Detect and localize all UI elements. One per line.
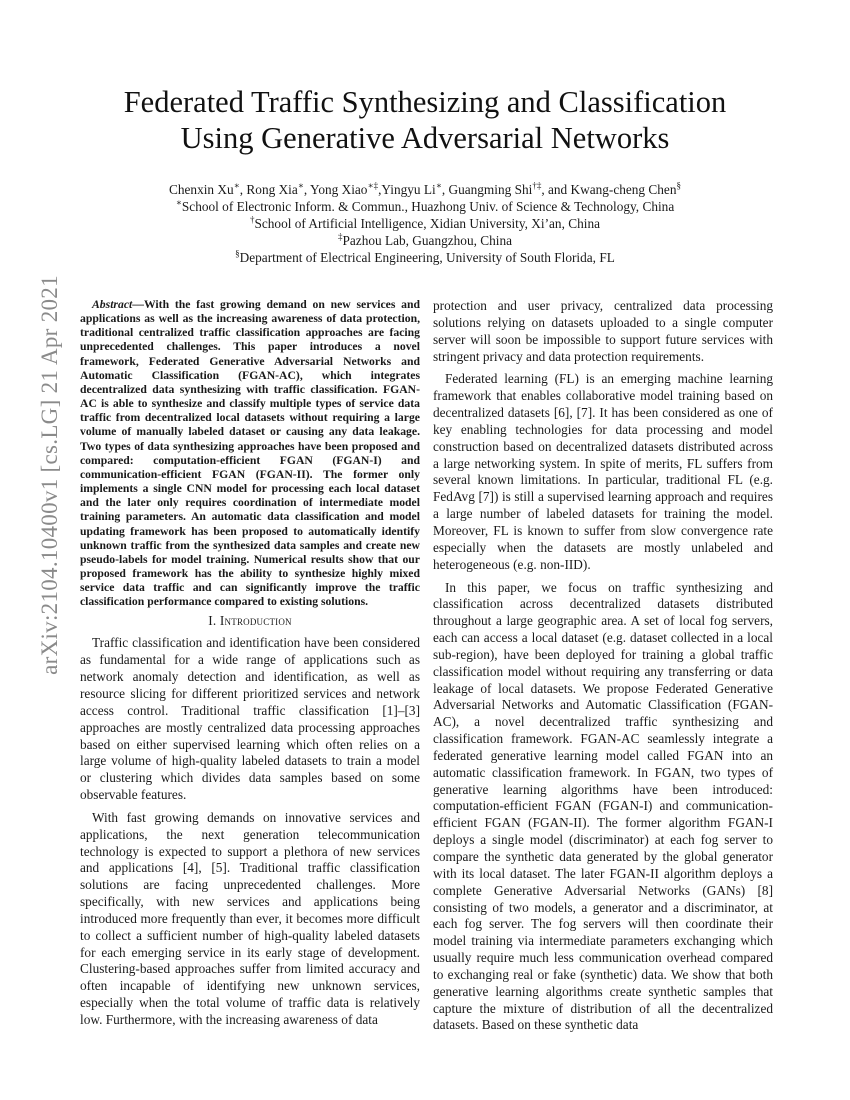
title-line-2: Using Generative Adversarial Networks [180, 121, 670, 155]
affiliation-text: Pazhou Lab, Guangzhou, China [342, 233, 512, 248]
title-line-1: Federated Traffic Synthesizing and Classification [123, 85, 727, 119]
affiliation-line [60, 198, 790, 215]
body-paragraph: In this paper, we focus on traffic synthesizing and classification across decentralized datasets distributed throughout a large geographic area. A set of local fog servers, each can access a local dataset (e.g. dataset collected in a local sub-region), have been deployed for training a global traffic classification model without requiring any transferring or data leakage of local datasets. We propose Federated Generative Adversarial Networks and Automatic Classification (FGAN-AC), a novel decentralized traffic synthesizing and classification framework. FGAN-AC seamlessly integrate a federated generative learning model called FGAN into an automatic classification framework. In FGAN, two types of generative learning algorithms have been introduced: computation-efficient FGAN (FGAN-I) and communication-efficient FGAN (FGAN-II). The former algorithm FGAN-I deploys a single model (discriminator) at each fog server to compare the synthetic data generated by the global generator with its local dataset. The later FGAN-II algorithm deploys a complete Generative Adversarial Networks (GANs) [8] consisting of two models, a generator and a discriminator, at each fog server. The fog servers will then coordinate their model training via intermediate parameters exchanging which usually require much less communication overhead compared to exchanging real or fake (synthetic) data. We show that both generative learning algorithms create synthetic samples that capture the mixture of distribution of all the decentralized datasets. Based on these synthetic data [433, 579, 773, 1033]
abstract-label: Abstract [92, 298, 133, 311]
affiliation-marker: † [249, 214, 255, 225]
paper-title [60, 84, 790, 156]
section-title: Introduction [219, 613, 292, 629]
author-marker: †‡ [532, 180, 542, 191]
author-name: , and Kwang-cheng Chen [541, 182, 677, 197]
affiliation-marker: ‡ [338, 231, 343, 242]
affiliation-line [60, 249, 790, 266]
affiliation-text: Department of Electrical Engineering, University of South Florida, FL [239, 250, 615, 265]
author-marker: § [676, 180, 681, 191]
author-marker: ∗ [435, 180, 442, 191]
body-paragraph: Federated learning (FL) is an emerging machine learning framework that enables collaborative model training based on decentralized datasets [6], [7]. It has been considered as one of key enabling technologies for data processing and model construction based on decentralized datasets distributed across a large networking system. In spite of merits, FL suffers from several known limitations. In particular, traditional FL (e.g. FedAvg [7]) is still a supervised learning approach and requires a large number of labeled datasets for training the model. Moreover, FL is known to suffer from slow convergence rate especially when the datasets are mostly unlabeled and heterogeneous (e.g. non-IID). [433, 371, 773, 572]
author-name: , Yong Xiao [303, 182, 368, 197]
body-paragraph: With fast growing demands on innovative services and applications, the next generation telecommunication technology is expected to support a plethora of new services and applications [4], [5]. Traditional traffic classification solutions are facing unprecedented challenges. More specifically, with new services and applications being introduced more frequently than ever, it becomes more difficult to collect a sufficient number of high-quality labeled datasets for each emerging service in its early stage of development. Clustering-based approaches suffer from limited accuracy and often incapable of identifying new unknown services, especially when the total volume of traffic data is relatively low. Furthermore, with the increasing awareness of data [80, 809, 420, 1027]
author-marker: ∗‡ [367, 180, 379, 191]
section-number: I. [208, 613, 220, 629]
affiliation-line [60, 215, 790, 232]
author-marker: ∗ [297, 180, 304, 191]
abstract-text: —With the fast growing demand on new services and applications as well as the increasing awareness of data protection, traditional centralized traffic classification approaches are facing unprecedented challenges. This paper introduces a novel framework, Federated Generative Adversarial Networks and Automatic Classification (FGAN-AC), which integrates decentralized data synthesizing with traffic classification. FGAN-AC is able to synthesize and classify multiple types of service data traffic from decentralized local datasets without requiring a large volume of manually labeled dataset or causing any data leakage. Two types of data synthesizing approaches have been proposed and compared: computation-efficient FGAN (FGAN-I) and communication-efficient FGAN (FGAN-II). The former only implements a single CNN model for processing each local dataset and the later only requires coordination of intermediate model training parameters. An automatic data classification and model updating framework has been proposed to automatically identify unknown traffic from the synthesized data samples and create new pseudo-labels for model training. Numerical results show that our proposed framework has the ability to synthesize highly mixed service data traffic and can significantly improve the traffic classification performance compared to existing solutions. [80, 298, 420, 609]
left-column [80, 298, 420, 1029]
author-name: Chenxin Xu [169, 182, 234, 197]
affiliation-marker: ∗ [175, 197, 182, 208]
author-name: , Guangming Shi [441, 182, 533, 197]
author-block [60, 181, 790, 266]
author-name: ,Yingyu Li [378, 182, 436, 197]
author-marker: ∗ [233, 180, 240, 191]
affiliation-line [60, 232, 790, 249]
author-list [60, 181, 790, 198]
abstract [80, 298, 420, 609]
body-paragraph: Traffic classification and identification have been considered as fundamental for a wide range of applications such as network anomaly detection and identification, as well as resource slicing for different prioritized services and network access control. Traditional traffic classification [1]–[3] approaches are mostly centralized data processing approaches based on either supervised learning which often relies on a large volume of high-quality labeled datasets to train a model or clustering which divides data samples based on some observable features. [80, 635, 420, 803]
author-name: , Rong Xia [239, 182, 298, 197]
right-column [433, 298, 773, 1034]
affiliation-text: School of Electronic Inform. & Commun., Huazhong Univ. of Science & Technology, China [181, 199, 675, 214]
arxiv-identifier: arXiv:2104.10400v1 [cs.LG] 21 Apr 2021 [37, 275, 62, 675]
affiliation-text: School of Artificial Intelligence, Xidian University, Xi’an, China [254, 216, 600, 231]
affiliation-marker: § [235, 248, 240, 259]
body-paragraph: protection and user privacy, centralized data processing solutions relying on datasets uploaded to a single computer server will soon be impossible to support future services with stringent privacy and data protection requirements. [433, 298, 773, 364]
section-heading-introduction [80, 613, 420, 629]
